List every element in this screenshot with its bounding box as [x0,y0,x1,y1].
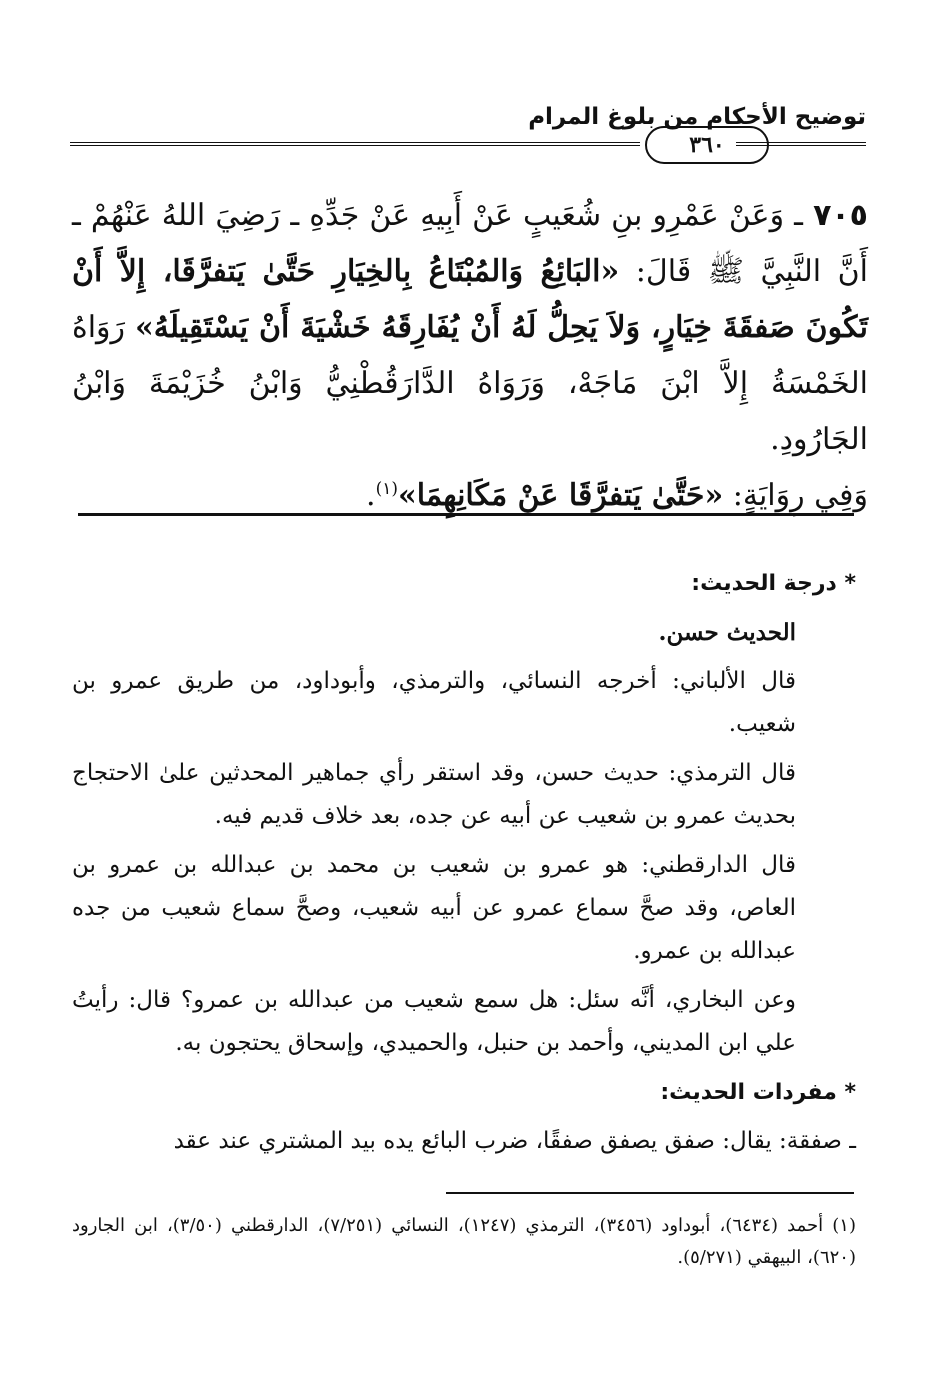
degree-value: الحديث حسن. [658,619,796,646]
hadith-variant: «حَتَّىٰ يَتفرَّقَا عَنْ مَكَانِهِمَا» [398,478,724,513]
footnote-1: (١) أحمد (٦٤٣٤)، أبوداود (٣٤٥٦)، الترمذي (١٢٤٧)، النسائي (٧/٢٥١)، الدارقطني (٣/٥٠)، ابن الجارود (٦٢٠)، البيهقي (٥/٢٧١). [72,1215,856,1268]
paragraph: وعن البخاري، أنَّه سئل: هل سمع شعيب من عبدالله بن عمرو؟ قال: رأيتُ علي ابن المديني، وأحمد بن حنبل، والحميدي، وإسحاق يحتجون به. [72,987,796,1056]
hadith-matn: «البَائِعُ وَالمُبْتَاعُ بِالخِيَارِ حَتَّىٰ يَتفرَّقَا، إِلاَّ أَنْ تَكُونَ صَفقَةَ خِيَارٍ، وَلاَ يَحِلُّ لَهُ أَنْ يُفَارِقَهُ خَشْيَةَ أَنْ يَسْتَقِيلَهُ» [72,254,868,345]
page-number: ٣٦٠ [645,126,769,164]
paragraph: قال الترمذي: حديث حسن، وقد استقر رأي جماهير المحدثين علىٰ الاحتجاج بحديث عمرو بن شعيب عن أبيه عن جده، بعد خلاف قديم فيه. [72,760,796,829]
degree-heading: * درجة الحديث: [691,571,856,596]
commentary [72,562,856,1169]
header-rule-right [736,142,866,146]
hadith-end: . [366,478,376,513]
footnote-rule [446,1192,854,1194]
hadith-variant-label: وَفِي رِوَايَةٍ: [723,478,868,513]
page-header [70,100,866,160]
hadith-chain: ـ وَعَنْ عَمْرِو بنِ شُعَيبٍ عَنْ أَبِيهِ عَنْ جَدِّهِ ـ رَضِيَ اللهُ عَنْهُمْ ـ أَنَّ النَّبِيَّ ﷺ قَالَ: [72,198,868,289]
vocab-heading: * مفردات الحديث: [660,1080,856,1105]
footnotes [72,1210,856,1274]
footnote-ref[interactable]: (١) [375,479,398,499]
section-divider [78,513,854,516]
hadith-text [72,188,868,524]
hadith-number: ٧٠٥ [813,198,868,233]
hadith-source: رَوَاهُ الخَمْسَةُ إِلاَّ ابْنَ مَاجَهْ، وَرَوَاهُ الدَّارَقُطْنِيُّ وَابْنُ خُزَيْمَةَ وَابْنُ الجَارُودِ. [72,310,868,457]
paragraph: قال الدارقطني: هو عمرو بن شعيب بن محمد بن عبدالله بن عمرو بن العاص، وقد صحَّ سماع عمرو عن أبيه شعيب، وصحَّ سماع شعيب من جده عبدالله بن عمرو. [72,852,796,964]
paragraph: قال الألباني: أخرجه النسائي، والترمذي، وأبوداود، من طريق عمرو بن شعيب. [72,668,796,737]
book-title: توضيح الأحكام من بلوغ المرام [528,104,866,130]
header-rule [70,142,640,146]
paragraph: ـ صفقة: يقال: صفق يصفق صفقًا، ضرب البائع يده بيد المشتري عند عقد [173,1128,856,1154]
